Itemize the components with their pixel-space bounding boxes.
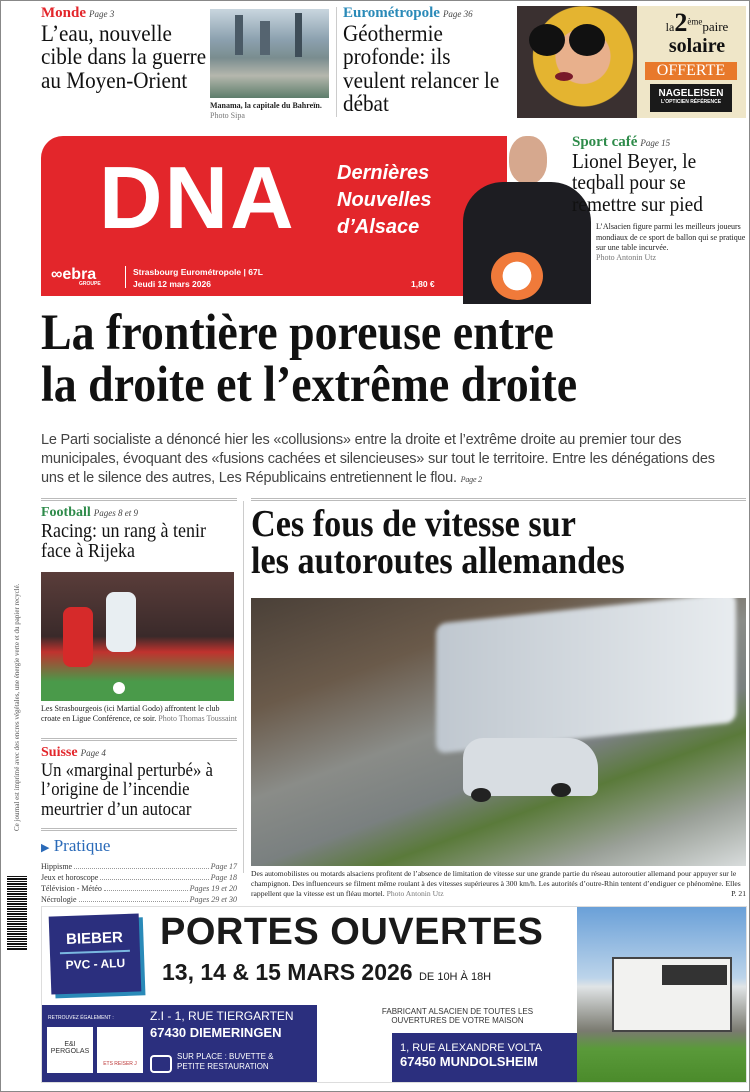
beer-icon bbox=[150, 1055, 172, 1073]
lead-headline[interactable]: La frontière poreuse entre la droite et l’extrême droite bbox=[41, 305, 578, 413]
headline: Lionel Beyer, le teqball pour se remettre sur pied bbox=[572, 149, 703, 216]
lead-dek: Le Parti socialiste a dénoncé hier les «collusions» entre la droite et l’extrême droite au premier tour des municipales, évoquant des «fusions cachées et silencieuses» sur tout le territoire. Entre les dénégations des uns et le silence des autres, Les Républicains entretiennent le flou. Page 2 bbox=[41, 432, 715, 486]
ad-offer: OFFERTE bbox=[645, 62, 737, 80]
headline: L’eau, nouvelle cible dans la guerre au Moyen-Orient bbox=[41, 21, 207, 93]
section-label: Sport café Page 15 bbox=[572, 134, 671, 150]
ad-title: PORTES OUVERTES bbox=[160, 911, 544, 953]
house-photo bbox=[577, 907, 747, 1083]
section-label: Suisse Page 4 bbox=[41, 745, 106, 760]
ebra-logo: ∞ebra GROUPE bbox=[51, 266, 101, 287]
diemeringen-block: RETROUVEZ ÉGALEMENT : Z.I - 1, RUE TIERGARTEN 67430 DIEMERINGEN E&I PERGOLAS ETS REISER J SUR PLACE : BUVETTE & PETITE RESTAURATION bbox=[42, 1005, 317, 1083]
triangle-icon: ▶ bbox=[41, 842, 50, 854]
headline: Un «marginal perturbé» à l’origine de l’incendie meurtrier d’un autocar bbox=[41, 760, 213, 820]
pratique-box bbox=[41, 836, 237, 905]
headline: Racing: un rang à tenir face à Rijeka bbox=[41, 520, 206, 563]
eco-note: Ce journal est imprimé avec des encres végétales, une énergie verte et du papier recyclé. bbox=[13, 583, 21, 831]
section-label: Eurométropole Page 36 bbox=[343, 5, 473, 21]
edition-info: Strasbourg Eurométropole | 67L Jeudi 12 mars 2026 bbox=[133, 267, 263, 289]
bieber-logo: BIEBER PVC - ALU bbox=[49, 913, 142, 994]
ad-text: la2èmepaire solaire bbox=[665, 8, 729, 57]
price: 1,80 € bbox=[411, 279, 435, 289]
mundolsheim-block: 1, RUE ALEXANDRE VOLTA 67450 MUNDOLSHEIM bbox=[392, 1033, 577, 1083]
ad-brand: NAGELEISEN L'OPTICIEN RÉFÉRENCE bbox=[650, 84, 732, 112]
bieber-ad[interactable] bbox=[41, 906, 747, 1083]
dna-logo: DNA bbox=[99, 148, 296, 247]
autoroute-caption: Des automobilistes ou motards alsaciens profitent de l’absence de limitation de vitesse sur une grande partie du réseau autoroutier allemand pour appuyer sur le champignon. Des influenceurs se filment même roulant à des vitesses supérieures à 300 km/h. Les autorités d’outre-Rhin tentent d’endiguer ce phénomène. Elles rappellent que la vitesse est un fléau mortel. Photo Antonin Utz P. 21 bbox=[251, 869, 746, 898]
monde-teaser[interactable] bbox=[41, 5, 206, 92]
sport-teaser[interactable] bbox=[572, 134, 747, 264]
suisse-teaser[interactable] bbox=[41, 745, 237, 819]
fabricant-text: FABRICANT ALSACIEN DE TOUTES LES OUVERTURES DE VOTRE MAISON bbox=[381, 1007, 534, 1025]
pratique-item[interactable]: Télévision - Météo Pages 19 et 20 bbox=[41, 884, 237, 893]
sport-text: L’Alsacien figure parmi les meilleurs joueurs mondiaux de ce sport de ballon qui se pratique sur une table incurvée. Photo Antonin Utz bbox=[596, 222, 746, 263]
pratique-item[interactable]: Hippisme Page 17 bbox=[41, 862, 237, 871]
autoroute-headline[interactable]: Ces fous de vitesse sur les autoroutes allemandes bbox=[251, 503, 625, 582]
pratique-title: ▶ Pratique bbox=[41, 836, 111, 855]
manama-photo bbox=[210, 9, 329, 98]
football-caption: Les Strasbourgeois (ici Martial Godo) affrontent le club croate en Ligue Conférence, ce soir. Photo Thomas Toussaint bbox=[41, 704, 237, 724]
football-photo bbox=[41, 572, 234, 701]
section-label: Monde Page 3 bbox=[41, 5, 115, 21]
barcode bbox=[7, 876, 27, 951]
masthead[interactable] bbox=[41, 136, 507, 296]
ad-dates: 13, 14 & 15 MARS 2026 DE 10H À 18H bbox=[162, 959, 492, 985]
nageleisen-ad[interactable] bbox=[517, 6, 746, 118]
eurometropole-teaser[interactable] bbox=[343, 5, 513, 116]
masthead-name: Dernières Nouvelles d’Alsace bbox=[337, 162, 432, 238]
autoroute-photo bbox=[251, 598, 746, 866]
football-teaser[interactable] bbox=[41, 505, 237, 562]
section-label: Football Pages 8 et 9 bbox=[41, 505, 139, 520]
pratique-item[interactable]: Jeux et horoscope Page 18 bbox=[41, 873, 237, 882]
manama-caption: Manama, la capitale du Bahreïn. Photo Sipa bbox=[210, 101, 322, 121]
pratique-item[interactable]: Nécrologie Pages 29 et 30 bbox=[41, 895, 237, 904]
headline: Géothermie profonde: ils veulent relancer le débat bbox=[343, 21, 500, 117]
